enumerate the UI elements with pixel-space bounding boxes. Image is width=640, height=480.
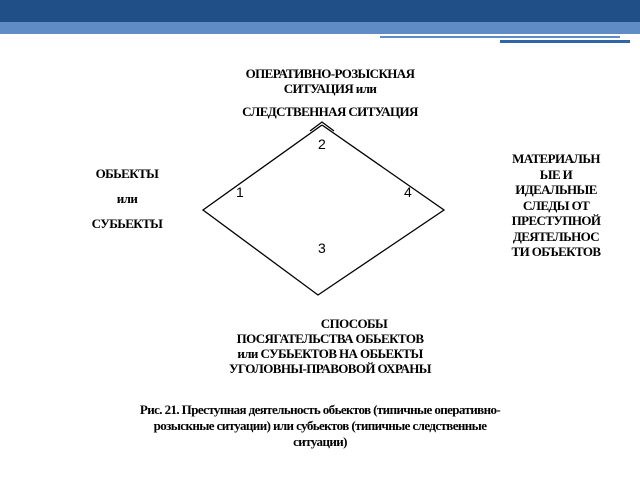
figure-caption [10,402,630,450]
bottom-label-line: УГОЛОВНЫ-ПРАВОВОЙ ОХРАНЫ [229,361,431,376]
vertex-number-1: 1 [236,184,244,200]
left-label-line: ОБЬЕКТЫ [95,166,159,181]
right-label-line: СЛЕДЫ ОТ [522,197,590,213]
top-label-line: СИТУАЦИЯ или [283,81,377,96]
left-label [62,166,192,231]
caption-line: Рис. 21. Преступная деятельность обьектов (типичные оперативно- [139,402,501,417]
rhombus-top-notch [310,122,334,131]
right-label-line: ИДЕАЛЬНЫЕ [515,182,597,197]
caption-line: розыскные ситуации) или субьектов (типичные следственные [153,418,487,433]
bottom-label-line: ПОСЯГАТЕЛЬСТВА ОБЬЕКТОВ [236,331,424,346]
caption-line: ситуации) [293,434,347,449]
bottom-label-line: или СУБЬЕКТОВ НА ОБЬЕКТЫ [237,346,423,361]
top-label [190,66,470,119]
vertex-number-4: 4 [404,184,412,200]
left-label-line: или [116,191,138,206]
bottom-label-line: СПОСОБЫ [320,316,388,331]
top-label-line: ОПЕРАТИВНО-РОЗЫСКНАЯ [245,66,415,81]
left-label-line: СУБЬЕКТЫ [91,216,163,231]
bottom-label [160,316,500,376]
vertex-number-3: 3 [318,240,326,256]
right-label-line: МАТЕРИАЛЬН [512,151,600,166]
vertex-number-2: 2 [318,136,326,152]
right-label-line: ЫЕ И [539,166,573,182]
right-label-line: ПРЕСТУПНОЙ [511,213,601,228]
right-label-line: ТИ ОБЪЕКТОВ [511,244,601,259]
right-label [476,151,636,260]
right-label-line: ДЕЯТЕЛЬНОС [512,228,600,244]
top-label-line: СЛЕДСТВЕННАЯ СИТУАЦИЯ [242,104,418,119]
